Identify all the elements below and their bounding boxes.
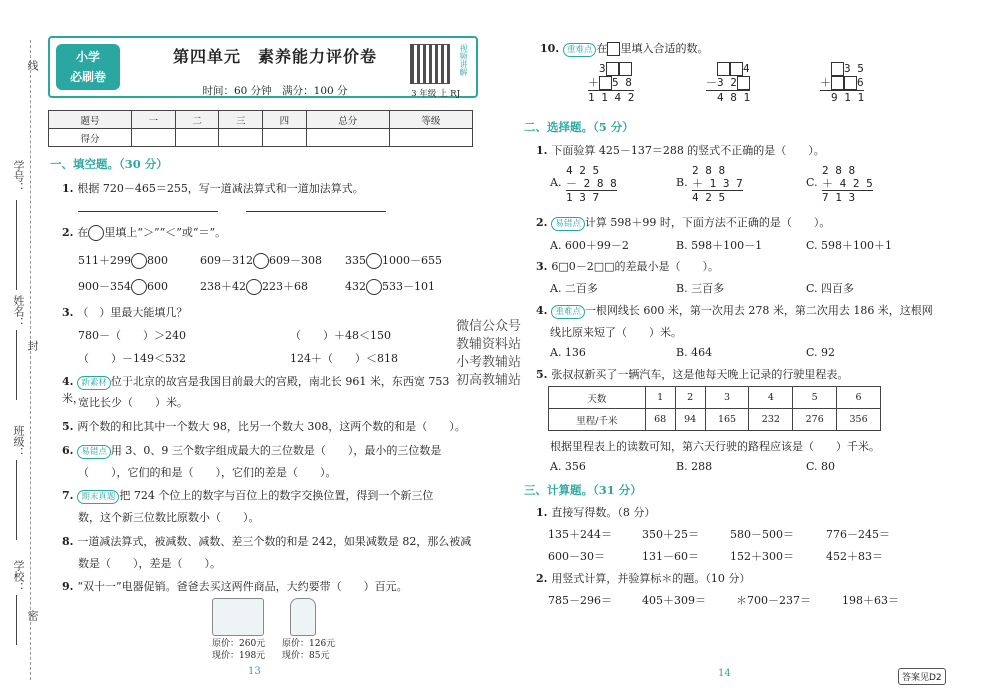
compare-item [345, 252, 442, 269]
score-cell: 题号 [49, 111, 132, 129]
mileage-cell: 里程/千米 [549, 409, 646, 431]
compare-right: 600 [147, 280, 168, 293]
score-cell: 三 [219, 111, 263, 129]
oral-calc-item[interactable]: 131－60＝ [642, 550, 699, 563]
q-number: 2. [62, 226, 78, 239]
mileage-table [548, 386, 881, 431]
c4-line2: 线比原来短了（ ）米。 [550, 326, 682, 339]
c1-vertical-a [566, 164, 617, 204]
watermark-text [456, 318, 521, 390]
compare-left: 511＋299 [78, 254, 131, 267]
compare-circle[interactable] [366, 253, 382, 269]
compare-item [200, 252, 322, 269]
mileage-cell: 2 [675, 387, 705, 409]
k2-text: 用竖式计算，并验算标＊的题。（10 分） [551, 572, 751, 585]
product2-price [282, 638, 335, 662]
q-number: 2. [536, 572, 552, 585]
option-c[interactable]: C. 80 [806, 460, 836, 473]
digit-box[interactable] [737, 76, 750, 90]
c5-text: 张叔叔新买了一辆汽车，这是他每天晚上记录的行驶里程表。 [551, 368, 849, 381]
mileage-cell: 276 [793, 409, 837, 431]
time-info: 时间：60 分钟 满分：100 分 [202, 85, 348, 97]
q-number: 1. [536, 506, 552, 519]
q7-line2: 数，这个新三位数比原数小（ ）。 [78, 511, 260, 524]
compare-circle[interactable] [131, 279, 147, 295]
grade-label: 3 年级 上 RJ [411, 89, 460, 99]
student-id-label: 学号： [12, 160, 25, 193]
compare-circle[interactable] [366, 279, 382, 295]
compare-right: 223＋68 [262, 280, 308, 293]
option-b[interactable]: B. [676, 176, 688, 189]
option-c[interactable]: C. 92 [806, 346, 836, 359]
oral-calc-item[interactable]: 452＋83＝ [826, 550, 883, 563]
score-cell: 一 [132, 111, 176, 129]
q-number: 4. [62, 375, 78, 388]
compare-right: 609－308 [269, 254, 322, 267]
score-table-score-row [49, 129, 473, 147]
q4-line2: 宽比长少（ ）米。 [78, 396, 188, 409]
compare-item [200, 278, 308, 295]
calc-row: ＋ 4 2 5 [822, 177, 873, 190]
name-line [16, 330, 17, 400]
question-1 [62, 180, 364, 196]
score-table-header-row [49, 111, 473, 129]
q2-text-b: 里填上“＞”“＜”或“＝”。 [104, 226, 227, 239]
name-label: 姓名： [12, 295, 25, 328]
q-number: 2. [536, 216, 552, 229]
binding-seal-label: 封 [26, 340, 39, 351]
q1-text: 根据 720－465＝255，写一道减法算式和一道加法算式。 [77, 182, 364, 195]
section-fill-in: 一、填空题。（30 分） [50, 157, 168, 171]
mileage-value-row [549, 409, 881, 431]
k1-text: 直接写得数。（8 分） [551, 506, 656, 519]
oral-calc-item[interactable]: 135＋244＝ [548, 528, 612, 541]
binding-dashed-line [30, 40, 31, 680]
written-calc-item[interactable]: 785－296＝ [548, 594, 612, 607]
mileage-cell: 天数 [549, 387, 646, 409]
logo-line2: 必刷卷 [69, 70, 106, 84]
compare-left: 238＋42 [200, 280, 246, 293]
digit-box[interactable] [831, 76, 844, 90]
q-number: 1. [62, 182, 78, 195]
q-number: 4. [536, 304, 552, 317]
oral-calc-item[interactable]: 350＋25＝ [642, 528, 699, 541]
compare-right: 1000－655 [382, 254, 442, 267]
question-10 [540, 40, 708, 57]
q-number: 5. [536, 368, 552, 381]
option-c[interactable]: C. [806, 176, 818, 189]
compare-right: 800 [147, 254, 168, 267]
calc-row: ＋ 1 3 7 [692, 177, 743, 190]
compare-left: 335 [345, 254, 366, 267]
c1-text: 下面验算 425－137＝288 的竖式不正确的是（ ）。 [551, 144, 825, 157]
watermark-line: 微信公众号 [456, 319, 522, 334]
score-input-cell[interactable] [175, 129, 219, 147]
digit-box[interactable] [717, 62, 730, 76]
vertical-calc-2: 4 －3 2 4 8 1 [706, 62, 751, 104]
q8-line2: 数是（ ），差是（ ）。 [78, 557, 221, 570]
question-8 [62, 533, 471, 549]
current-price: 现价：85元 [282, 651, 330, 661]
q8-text-a: 一道减法算式，被减数、减数、差三个数的和是 242，如果减数是 82，那么被减 [77, 535, 472, 548]
question-6 [62, 442, 441, 459]
answer-blank[interactable] [78, 198, 218, 212]
c2-text: 计算 598＋99 时，下面方法不正确的是（ ）。 [584, 216, 831, 229]
mileage-cell: 3 [705, 387, 749, 409]
option-a[interactable]: A. [550, 176, 562, 189]
score-cell: 二 [175, 111, 219, 129]
q-number: 9. [62, 580, 78, 593]
q3-item[interactable]: 124＋（ ）＜818 [290, 352, 398, 365]
option-a[interactable]: A. 600＋99－2 [550, 239, 629, 252]
q2-text-a: 在 [77, 226, 89, 239]
mileage-header-row [549, 387, 881, 409]
compare-item [345, 278, 435, 295]
q3-item[interactable]: （ ）－149＜532 [78, 352, 186, 365]
calc-row: 2 8 8 [692, 164, 726, 177]
kettle-icon [290, 598, 316, 636]
mileage-cell: 68 [645, 409, 675, 431]
choice-question-5 [536, 366, 848, 382]
choice-question-1 [536, 142, 825, 158]
q-number: 3. [536, 260, 552, 273]
option-b[interactable]: B. 288 [676, 460, 713, 473]
q-number: 3. [62, 306, 78, 319]
c5-question: 根据里程表上的读数可知，第六天行驶的路程应该是（ ）千米。 [550, 440, 880, 453]
compare-circle[interactable] [246, 279, 262, 295]
q9-text: “双十一”电器促销。爸爸去买这两件商品，大约要带（ ）百元。 [77, 580, 408, 593]
mileage-cell: 356 [837, 409, 881, 431]
c4-text-a: 一根网线长 600 米，第一次用去 278 米，第二次用去 186 米，这根网 [584, 304, 933, 317]
calc-row: 1 3 7 [566, 190, 617, 204]
qr-code-icon[interactable] [410, 44, 450, 84]
compare-item [78, 252, 168, 269]
digit-box[interactable] [599, 76, 612, 90]
option-b[interactable]: B. 598＋100－1 [676, 239, 763, 252]
compare-left: 900－354 [78, 280, 131, 293]
oral-calc-item[interactable]: 580－500＝ [730, 528, 794, 541]
watermark-line: 教辅资料站 [456, 337, 522, 352]
q-number: 6. [62, 444, 78, 457]
exam-header [48, 36, 478, 98]
score-cell: 得分 [49, 129, 132, 147]
score-input-cell[interactable] [132, 129, 176, 147]
tag-badge: 易错点 [77, 445, 111, 459]
school-label: 学校： [12, 560, 25, 593]
question-3 [62, 304, 187, 320]
question-2 [62, 224, 226, 241]
calc-question-1 [536, 504, 655, 520]
written-calc-item[interactable]: ＊700－237＝ [736, 594, 811, 607]
compare-circle[interactable] [88, 225, 104, 241]
tag-badge: 期末真题 [77, 490, 119, 504]
choice-question-3 [536, 258, 719, 274]
brand-logo [56, 44, 120, 90]
tag-badge: 易错点 [551, 217, 585, 231]
compare-left: 609－312 [200, 254, 253, 267]
option-c[interactable]: C. 598＋100＋1 [806, 239, 893, 252]
question-5 [62, 418, 466, 434]
calc-question-2 [536, 570, 750, 586]
option-b[interactable]: B. 464 [676, 346, 713, 359]
binding-seal2-label: 密 [26, 610, 39, 621]
c1-vertical-b [692, 164, 743, 204]
mileage-cell: 1 [645, 387, 675, 409]
score-cell: 四 [263, 111, 307, 129]
question-9 [62, 578, 408, 594]
digit-box[interactable] [730, 62, 743, 76]
qr-label: 视频讲解 [459, 44, 468, 76]
choice-question-4 [536, 302, 956, 319]
question-7 [62, 487, 433, 504]
digit-box[interactable] [619, 62, 632, 76]
option-a[interactable]: A. 356 [550, 460, 586, 473]
class-line [16, 460, 17, 540]
compare-circle[interactable] [253, 253, 269, 269]
score-input-cell[interactable] [263, 129, 307, 147]
microwave-icon [212, 598, 264, 636]
mileage-cell: 6 [837, 387, 881, 409]
original-price: 原价：260元 [212, 639, 266, 649]
c3-text: 6□0－2□□的差最小是（ ）。 [551, 260, 720, 273]
mileage-cell: 5 [793, 387, 837, 409]
q6-line2: （ ），它们的和是（ ），它们的差是（ ）。 [78, 466, 337, 479]
oral-calc-item[interactable]: 152＋300＝ [730, 550, 794, 563]
product1-price [212, 638, 265, 662]
score-cell: 总分 [306, 111, 389, 129]
q7-text-a: 把 724 个位上的数字与百位上的数字交换位置，得到一个新三位 [119, 489, 434, 502]
q5-text: 两个数的和比其中一个数大 98，比另一个数大 308，这两个数的和是（ ）。 [77, 420, 466, 433]
q10-text-a: 在 [596, 42, 608, 55]
exam-title: 第四单元 素养能力评价卷 [172, 47, 377, 66]
calc-row: 4 2 5 [566, 164, 600, 177]
logo-line1: 小学 [75, 50, 100, 64]
tag-badge: 新素材 [77, 376, 111, 390]
c1-vertical-c [822, 164, 873, 204]
current-price: 现价：198元 [212, 651, 266, 661]
mileage-cell: 94 [675, 409, 705, 431]
vertical-calc-1: 3 ＋ 5 8 1 1 4 2 [588, 62, 635, 104]
q4-text-a: 位于北京的故宫是我国目前最大的宫殿，南北长 961 米，东西宽 753 米， [62, 375, 450, 405]
written-calc-item[interactable]: 198＋63＝ [842, 594, 899, 607]
q-number: 5. [62, 420, 78, 433]
section-calculation: 三、计算题。（31 分） [524, 483, 642, 497]
page-number-left: 13 [248, 666, 261, 677]
score-table [48, 110, 473, 147]
calc-row: － 2 8 8 [566, 177, 617, 190]
compare-item [78, 278, 168, 295]
option-a[interactable]: A. 136 [550, 346, 586, 359]
class-label: 班级： [12, 425, 25, 458]
score-cell: 等级 [389, 111, 472, 129]
option-c[interactable]: C. 四百多 [806, 282, 855, 295]
mileage-cell: 232 [749, 409, 793, 431]
original-price: 原价：126元 [282, 639, 336, 649]
tag-badge: 重难点 [551, 305, 585, 319]
school-line [16, 595, 17, 645]
calc-row: 7 1 3 [822, 190, 873, 204]
tag-badge: 重难点 [563, 43, 597, 57]
written-calc-item[interactable]: 405＋309＝ [642, 594, 706, 607]
digit-box[interactable] [606, 62, 619, 76]
q10-text-b: 里填入合适的数。 [620, 42, 709, 55]
oral-calc-item[interactable]: 600－30＝ [548, 550, 605, 563]
student-id-line [16, 200, 17, 290]
answer-blank[interactable] [246, 198, 386, 212]
digit-box[interactable] [844, 76, 857, 90]
watermark-line: 初高教辅站 [456, 373, 522, 388]
score-input-cell[interactable] [389, 129, 472, 147]
oral-calc-item[interactable]: 776－245＝ [826, 528, 890, 541]
answer-reference: 答案见D2 [898, 668, 946, 685]
page-number-right: 14 [718, 668, 731, 679]
mileage-cell: 4 [749, 387, 793, 409]
compare-left: 432 [345, 280, 366, 293]
option-a[interactable]: A. 二百多 [550, 282, 598, 295]
q3-item[interactable]: （ ）＋48＜150 [290, 329, 391, 342]
q-number: 7. [62, 489, 78, 502]
section-choice: 二、选择题。（5 分） [524, 120, 634, 134]
q-number: 10. [540, 42, 563, 55]
option-b[interactable]: B. 三百多 [676, 282, 725, 295]
watermark-line: 小考教辅站 [456, 355, 522, 370]
compare-circle[interactable] [131, 253, 147, 269]
binding-margin [0, 0, 46, 697]
q3-text: （ ）里最大能填几？ [77, 306, 188, 319]
q3-item[interactable]: 780－（ ）＞240 [78, 329, 186, 342]
choice-question-2 [536, 214, 830, 231]
digit-box[interactable] [831, 62, 844, 76]
digit-box[interactable] [607, 42, 620, 56]
vertical-calc-3: 3 5 ＋ 6 9 1 1 [820, 62, 865, 104]
mileage-cell: 165 [705, 409, 749, 431]
score-input-cell[interactable] [306, 129, 389, 147]
calc-row: 4 2 5 [692, 190, 743, 204]
q6-text-a: 用 3、0、9 三个数字组成最大的三位数是（ ），最小的三位数是 [110, 444, 442, 457]
binding-line-label: 线 [26, 60, 39, 71]
q-number: 8. [62, 535, 78, 548]
compare-right: 533－101 [382, 280, 435, 293]
q-number: 1. [536, 144, 552, 157]
calc-row: 2 8 8 [822, 164, 856, 177]
score-input-cell[interactable] [219, 129, 263, 147]
